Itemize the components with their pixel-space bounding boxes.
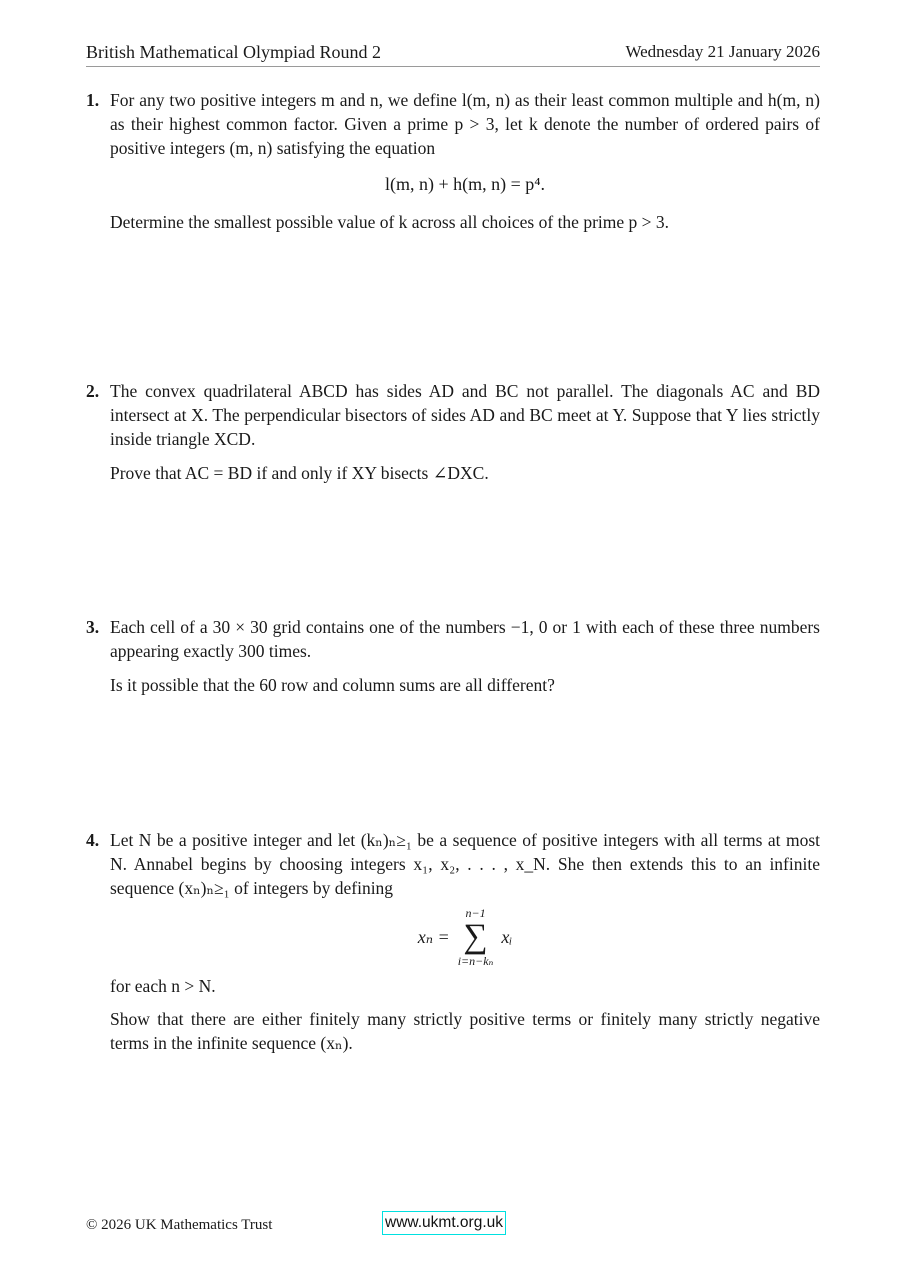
ukmt-website-link[interactable]: www.ukmt.org.uk — [382, 1211, 506, 1235]
sigma-symbol: ∑ — [463, 918, 488, 955]
problem-statement: The convex quadrilateral ABCD has sides AD and BC not parallel. The diagonals AC and BD intersect at X. The perpendicular bisectors of sides AD and BC meet at Y. Suppose that Y lies strictly inside triangle XCD. — [110, 381, 820, 449]
problem-statement: Each cell of a 30 × 30 grid contains one of the numbers −1, 0 or 1 with each of these three numbers appearing exactly 300 times. — [110, 617, 820, 661]
problem-question: Show that there are either finitely many strictly positive terms or finitely many strictly negative terms in the infinite sequence (xₙ). — [110, 1009, 820, 1053]
problem-question: Is it possible that the 60 row and column sums are all different? — [110, 675, 555, 695]
problem-question: Determine the smallest possible value of k across all choices of the prime p > 3. — [110, 212, 670, 232]
problem-question: Prove that AC = BD if and only if XY bisects ∠DXC. — [110, 463, 489, 483]
problem-number: 3. — [86, 617, 100, 637]
problem-4 — [86, 828, 820, 1055]
problem-number: 2. — [86, 381, 100, 401]
sum-upper-limit: n−1 — [465, 906, 486, 920]
display-equation — [110, 906, 820, 968]
page-header — [86, 40, 820, 67]
summation — [458, 906, 494, 968]
document-title: British Mathematical Olympiad Round 2 — [86, 42, 381, 62]
display-equation: l(m, n) + h(m, n) = p⁴. — [384, 174, 546, 194]
equation-lhs: xₙ = — [417, 927, 450, 947]
problem-number: 1. — [86, 90, 100, 110]
problem-condition: for each n > N. — [110, 976, 216, 996]
sum-lower-limit: i=n−kₙ — [457, 954, 494, 968]
problem-2 — [86, 379, 820, 485]
problem-3 — [86, 615, 820, 697]
problem-statement: For any two positive integers m and n, we define l(m, n) as their least common multiple and h(m, n) as their highest common factor. Given a prime p > 3, let k denote the number of ordered pairs of positive integers (m, n) satisfying the equation — [110, 90, 820, 158]
exam-date: Wednesday 21 January 2026 — [625, 42, 820, 61]
problem-1 — [86, 88, 820, 234]
problem-number: 4. — [86, 830, 100, 850]
problem-statement: Let N be a positive integer and let (kₙ)ₙ≥₁ be a sequence of positive integers with all terms at most N. Annabel begins by choosing integers x₁, x₂, . . . , x_N. She then extends this to an infinite sequence (xₙ)ₙ≥₁ of integers by defining — [110, 830, 820, 898]
copyright-notice: © 2026 UK Mathematics Trust — [86, 1217, 273, 1233]
sum-term: xᵢ — [501, 927, 513, 947]
